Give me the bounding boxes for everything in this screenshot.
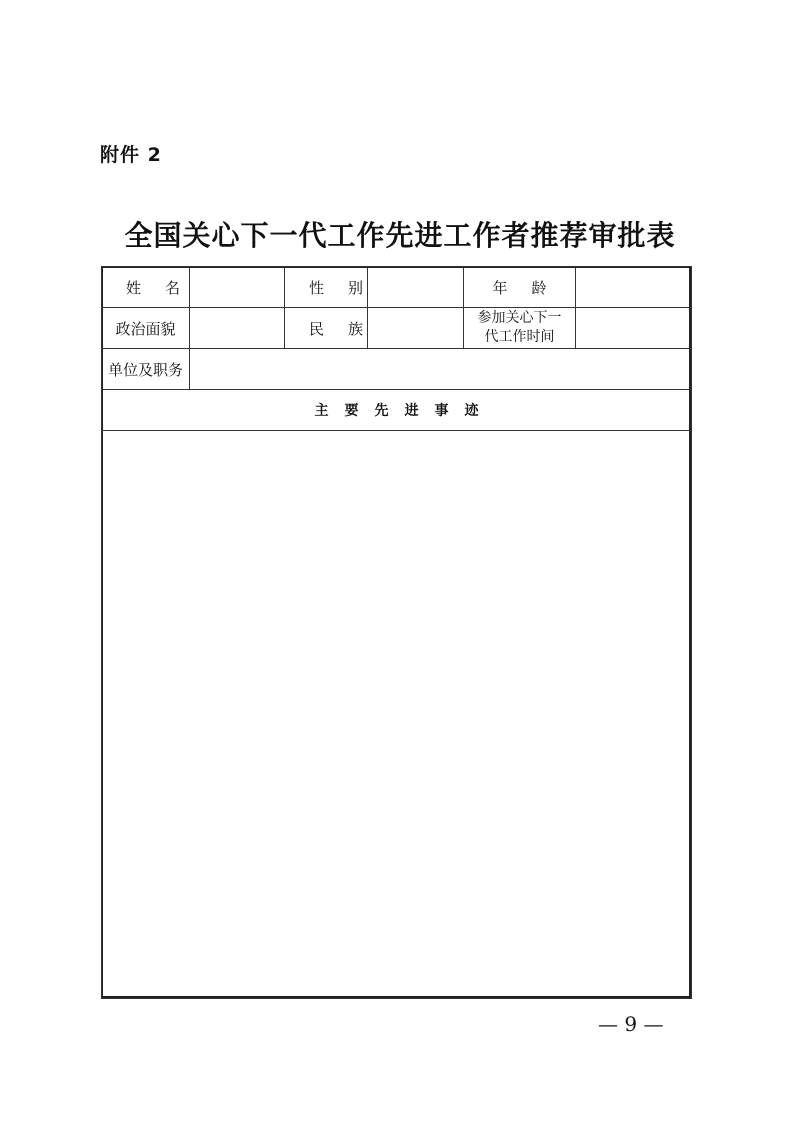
form-row-deeds-header [102,390,692,431]
form-row-basic [102,267,692,308]
form-row-unit [102,349,692,390]
join-time-label-line1: 参加关心下一 [477,310,562,326]
form-row-deeds-body [102,431,692,999]
ethnicity-label: 民族 [285,308,368,349]
join-time-label [464,308,576,349]
join-time-label-line2: 代工作时间 [484,329,555,345]
recommendation-form-table [101,266,692,999]
political-field[interactable] [190,308,285,349]
deeds-field[interactable] [102,431,692,999]
unit-field[interactable] [190,349,692,390]
gender-label: 性别 [285,267,368,308]
attachment-label: 附件 2 [100,144,162,166]
form-row-political [102,308,692,349]
age-label: 年龄 [464,267,576,308]
unit-label: 单位及职务 [102,349,190,390]
page-number: — 9 — [598,1012,664,1036]
name-label: 姓名 [102,267,190,308]
form-title: 全国关心下一代工作先进工作者推荐审批表 [124,219,676,252]
deeds-header: 主要先进事迹 [102,390,692,431]
age-field[interactable] [576,267,692,308]
political-label: 政治面貌 [102,308,190,349]
join-time-field[interactable] [576,308,692,349]
